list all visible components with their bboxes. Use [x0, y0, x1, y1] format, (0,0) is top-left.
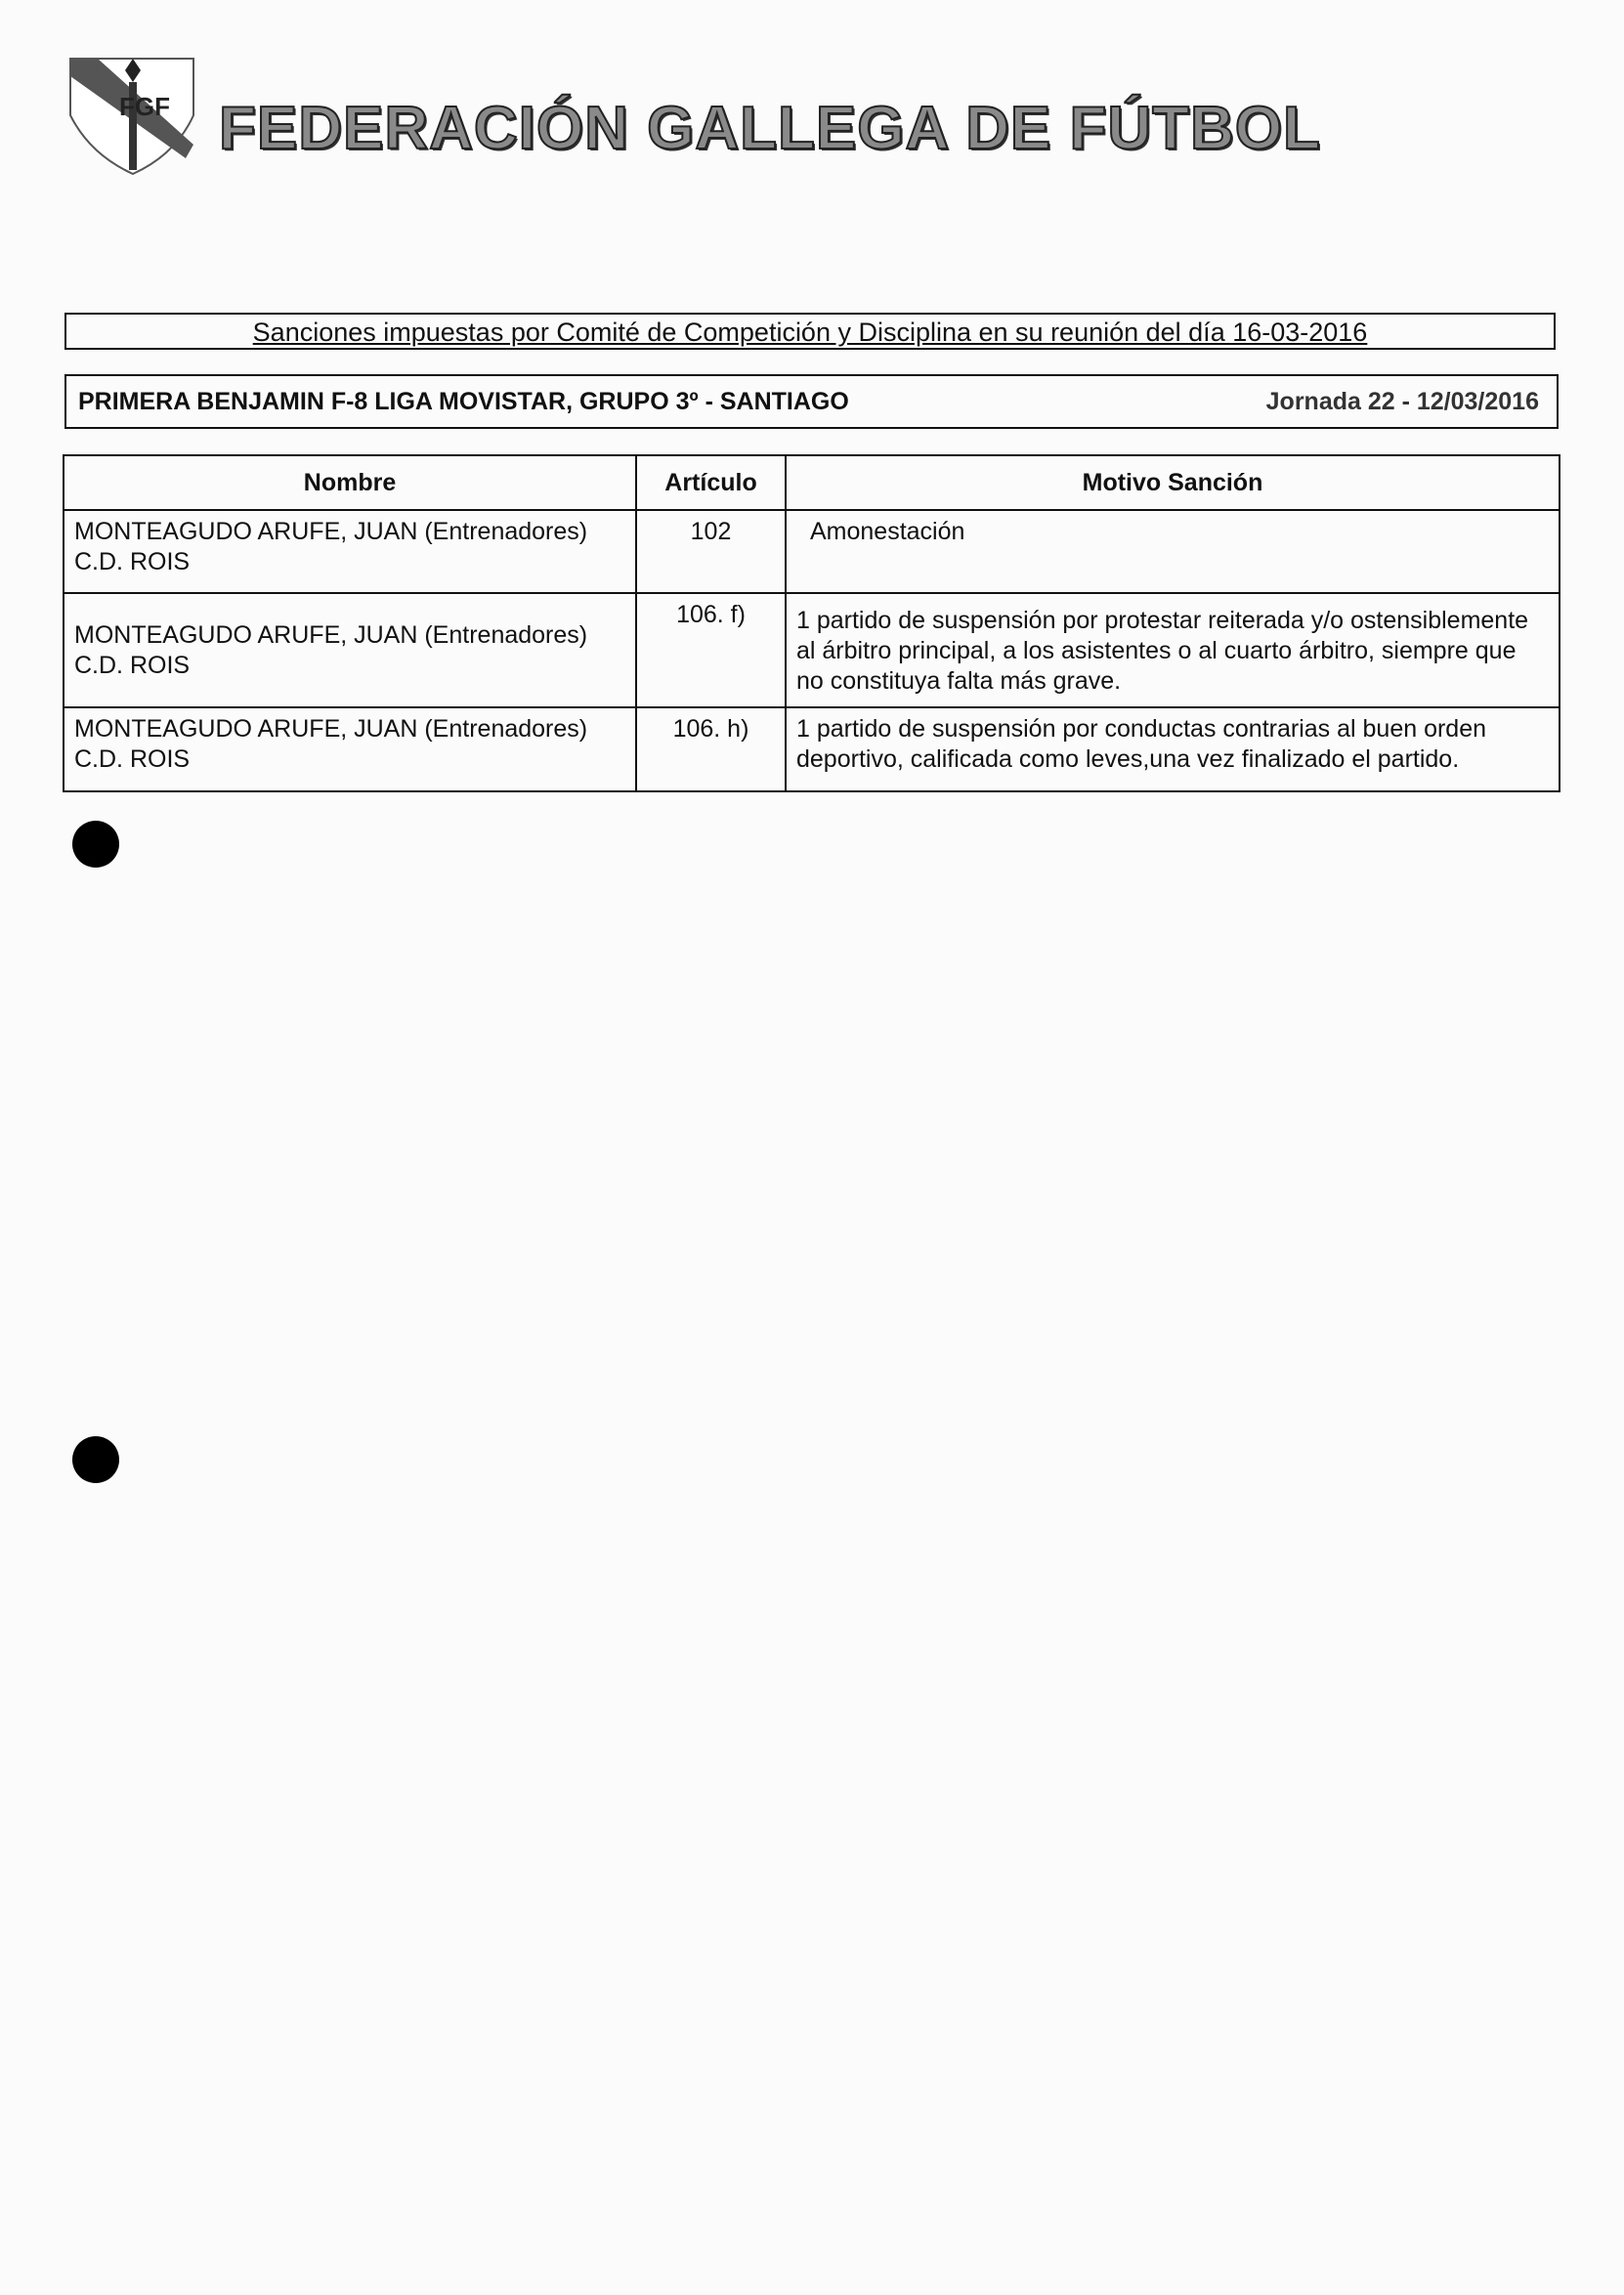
cell-reason	[786, 593, 1560, 707]
competition-banner	[64, 374, 1559, 429]
cell-reason	[786, 707, 1560, 791]
club-name: C.D. ROIS	[74, 651, 191, 679]
meeting-text: Sanciones impuestas por Comité de Competición y Disciplina en su reunión del día 16-03-2016	[252, 318, 1368, 347]
table-header	[64, 455, 1560, 510]
cell-article: 106. h)	[636, 707, 786, 791]
header-nombre: Nombre	[64, 455, 636, 510]
cell-article: 102	[636, 510, 786, 593]
competition-name: PRIMERA BENJAMIN F-8 LIGA MOVISTAR, GRUPO 3º - SANTIAGO	[78, 388, 849, 415]
cell-name	[64, 707, 636, 791]
club-name: C.D. ROIS	[74, 745, 191, 773]
cell-name	[64, 510, 636, 593]
person-name: MONTEAGUDO ARUFE, JUAN (Entrenadores)	[74, 620, 588, 649]
cell-article: 106. f)	[636, 593, 786, 707]
jornada: Jornada 22 - 12/03/2016	[1265, 388, 1539, 415]
person-name: MONTEAGUDO ARUFE, JUAN (Entrenadores)	[74, 715, 588, 743]
reason-text: 1 partido de suspensión por protestar reiterada y/o ostensiblemente al árbitro principal, a los asistentes o al cuarto árbitro, siempre que no constituya falta más grave.	[796, 607, 1529, 695]
table-row	[64, 510, 1560, 593]
punch-hole	[72, 1436, 119, 1483]
punch-hole	[72, 821, 119, 868]
table-row	[64, 707, 1560, 791]
header-articulo: Artículo	[636, 455, 786, 510]
reason-text: Amonestación	[810, 518, 965, 545]
meeting-banner	[64, 313, 1556, 350]
cell-reason	[786, 510, 1560, 593]
reason-text: 1 partido de suspensión por conductas contrarias al buen orden deportivo, calificada como leves,una vez finalizado el partido.	[796, 715, 1487, 773]
svg-text:FGF: FGF	[119, 92, 170, 121]
page-title: FEDERACIÓN GALLEGA DE FÚTBOL	[219, 95, 1321, 162]
club-name: C.D. ROIS	[74, 548, 191, 575]
sanctions-table	[63, 454, 1560, 792]
table-row	[64, 593, 1560, 707]
header-motivo: Motivo Sanción	[786, 455, 1560, 510]
cell-name	[64, 593, 636, 707]
person-name: MONTEAGUDO ARUFE, JUAN (Entrenadores)	[74, 518, 588, 545]
fgf-logo	[68, 57, 197, 176]
